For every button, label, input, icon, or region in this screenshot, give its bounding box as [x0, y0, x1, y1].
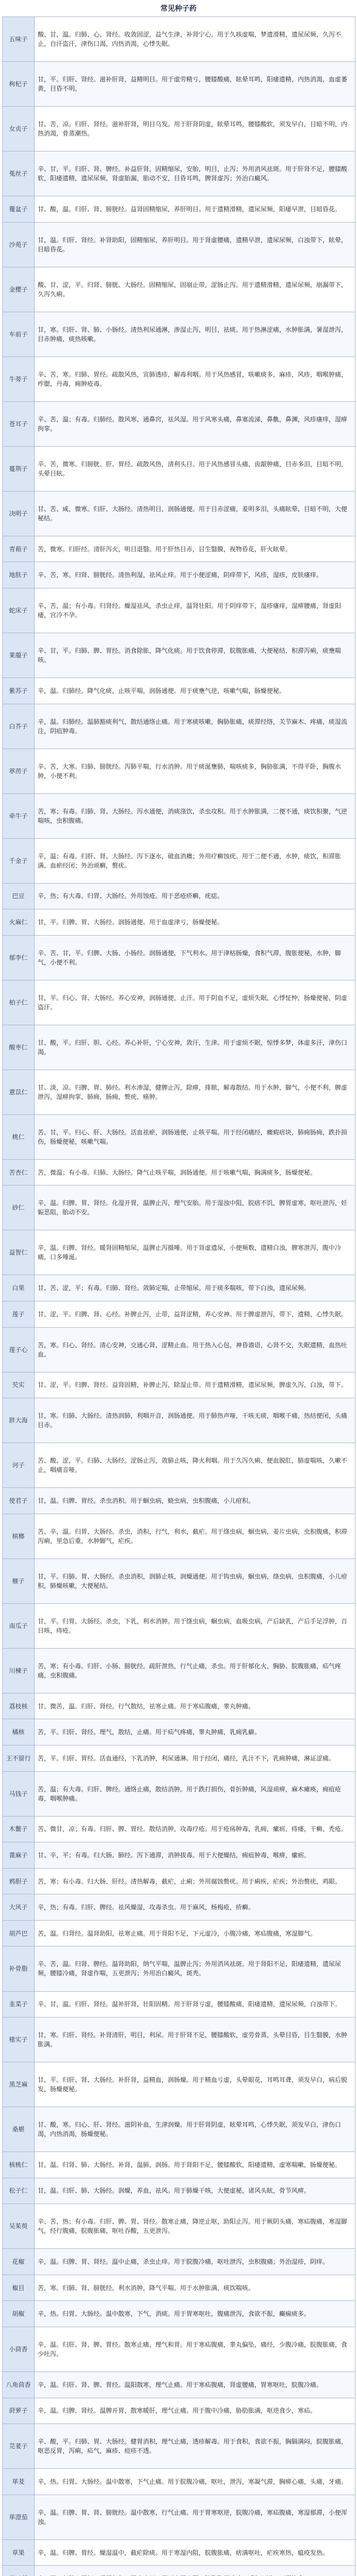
- herb-row: [3, 1327, 355, 1372]
- herb-name: 沙苑子: [3, 222, 35, 267]
- herb-description: 辛、苦，大寒。归肺、膀胱经。泻肺平喘，行水消肿。用于痰涎壅肺，喘咳痰多，胸胁胀满，不得平卧，胸腹水肿，小便不利。: [35, 749, 355, 793]
- herb-description: 甘，平。归胃、大肠经。杀虫，下乳，利水消肿。用于绦虫病，蛔虫病，血吸虫病，产后缺乳，产后手足浮肿，百日咳，痔疮。: [35, 1603, 355, 1648]
- herb-name: 诃子: [3, 1443, 35, 1488]
- herb-row: [3, 2424, 355, 2469]
- herb-name: 王不留行: [3, 1745, 35, 1772]
- herb-row: [3, 1745, 355, 1772]
- herb-row: [3, 2301, 355, 2327]
- herb-description: 甘，寒。归肝、肾经。补肾清肝，明目，利尿。用于肝肾不足，腰膝酸软，虚劳骨蒸，头晕目昏，目生翳膜，水肿胀满。: [35, 2018, 355, 2062]
- herb-description: 甘、微苦，温。归肝、肾经。行气散结，祛寒止痛。用于寒疝腹痛，睾丸肿痛。: [35, 1693, 355, 1719]
- herb-row: [3, 196, 355, 223]
- herb-name: 青葙子: [3, 536, 35, 562]
- herb-description: 甘，温。归脾、胃经。杀虫消积。用于蛔虫病，蛲虫病，虫积腹痛，小儿疳积。: [35, 1488, 355, 1514]
- herb-row: [3, 704, 355, 749]
- herb-row: [3, 1816, 355, 1842]
- herb-name: 木鳖子: [3, 1816, 35, 1842]
- herb-name: 八角茴香: [3, 2372, 35, 2398]
- herb-row: [3, 2152, 355, 2178]
- herb-description: 甘，平。归脾、胃、大肠经。润肠通便。用于血虚津亏，肠燥便秘。: [35, 909, 355, 936]
- herb-name: 火麻仁: [3, 909, 35, 936]
- herb-row: [3, 2372, 355, 2398]
- herb-row: [3, 1894, 355, 1921]
- herb-name: 牛蒡子: [3, 357, 35, 401]
- herb-description: 甘，寒。归肝、肾、肺、小肠经。清热利尿通淋，渗湿止泻，明目，祛痰。用于热淋涩痛，水肿胀满，暑湿泄泻，目赤肿痛，痰热咳嗽。: [35, 312, 355, 357]
- herb-row: [3, 1070, 355, 1114]
- herb-row: [3, 1868, 355, 1894]
- herb-description: 苦，平。归肝、肾经。理气，散结，止痛。用于疝气疼痛，睾丸肿痛，乳痈乳癖。: [35, 1719, 355, 1745]
- herb-description: 苦，寒。归肺、肾、膀胱经。利水消肿，降气平喘。用于水肿胀满，痰饮喘咳。: [35, 2275, 355, 2301]
- herb-row: [3, 2204, 355, 2249]
- herb-name: 胡椒: [3, 2301, 35, 2327]
- herb-name: 核桃仁: [3, 2152, 35, 2178]
- herb-row: [3, 1114, 355, 1159]
- herb-row: [3, 677, 355, 704]
- herb-description: 辛，温。归脾、肾经。温脾开胃，散寒暖肝，理气止痛。用于腹中冷痛，胁肋胀满，呕逆食少，寒疝。: [35, 2398, 355, 2424]
- herb-row: [3, 491, 355, 536]
- herb-row: [3, 151, 355, 196]
- herb-description: 甘，温。归肝、肾经。补肾助阳，固精缩尿，养肝明目。用于肾虚腰痛，遗精早泄，遗尿尿频，白浊带下，眩晕，目暗昏花。: [35, 222, 355, 267]
- herb-name: 酸枣仁: [3, 1025, 35, 1070]
- herb-row: [3, 2398, 355, 2424]
- herb-row: [3, 2249, 355, 2275]
- herb-description: 辛，温。归脾、胃、肾经。化湿开胃，温脾止泻，理气安胎。用于湿浊中阻，脘痞不饥，脾胃虚寒，呕吐泄泻，妊娠恶阻，胎动不安。: [35, 1185, 355, 1230]
- herb-row: [3, 2566, 355, 2576]
- herb-description: 苦，平。归肝、胃经。活血通经，下乳消肿，利尿通淋。用于经闭，痛经，乳汁不下，乳痈肿痛，淋证涩痛。: [35, 1745, 355, 1772]
- herb-name: 蔓荆子: [3, 446, 35, 491]
- herb-name: 鸦胆子: [3, 1868, 35, 1894]
- herb-row: [3, 883, 355, 909]
- herb-row: [3, 1488, 355, 1514]
- herb-description: 甘、淡，凉。归脾、胃、肺经。利水渗湿，健脾止泻，除痹，排脓，解毒散结。用于水肿，脚气，小便不利，脾虚泄泻，湿痹拘挛，肺痈，肠痈，赘疣，癌肿。: [35, 1070, 355, 1114]
- herb-row: [3, 793, 355, 838]
- herb-name: 芫荽子: [3, 2424, 35, 2469]
- herb-name: 桃仁: [3, 1114, 35, 1159]
- herb-row: [3, 1230, 355, 1275]
- herb-name: 巴豆: [3, 883, 35, 909]
- herb-name: 覆盆子: [3, 196, 35, 223]
- herb-name: 莲子: [3, 1301, 35, 1328]
- herb-name: 蓖麻子: [3, 1842, 35, 1869]
- herb-name: 马钱子: [3, 1771, 35, 1816]
- herb-row: [3, 2495, 355, 2539]
- herb-description: 辛，温。归肝、肾、脾、胃经。温阳散寒，理气止痛。用于寒疝腹痛，肾虚腰痛，胃寒呕吐，脘腹冷痛。: [35, 2372, 355, 2398]
- herb-name: 荜澄茄: [3, 2495, 35, 2539]
- herb-row: [3, 1719, 355, 1745]
- herb-row: [3, 1991, 355, 2018]
- herb-name: 益智仁: [3, 1230, 35, 1275]
- herb-name: 砂仁: [3, 1185, 35, 1230]
- herb-description: 辛，热。归胃、大肠经。温中散寒，下气止痛。用于脘腹冷痛，呕吐，泄泻，寒凝气滞，胸痹心痛，头痛，牙痛。: [35, 2469, 355, 2495]
- herb-name: 补骨脂: [3, 1946, 35, 1991]
- herb-name: 金樱子: [3, 267, 35, 312]
- herb-name: 橘核: [3, 1719, 35, 1745]
- herb-description: [35, 2566, 355, 2576]
- herb-description: 苦、酸、涩，平。归肺、大肠经。涩肠止泻，敛肺止咳，降火利咽。用于久泻久痢，便血脱肛，肺虚喘咳，久嗽不止，咽痛音哑。: [35, 1443, 355, 1488]
- herb-row: [3, 2107, 355, 2152]
- herb-description: 辛、酸，平。归肺、胃、大肠经。健胃消积，理气止痛，透疹解毒。用于食积，食欲不振，胸膈满闷，脘腹胀痛，呕恶反胃，泻痢，疝气，麻疹、痘疹不透。: [35, 2424, 355, 2469]
- herb-table: [2, 16, 355, 2576]
- herb-description: 辛、苦，寒。归肾、膀胱经。清热利湿，祛风止痒。用于小便涩痛，阴痒带下，风疹，湿疹，皮肤瘙痒。: [35, 562, 355, 588]
- herb-description: 辛、苦，热；有小毒。归肝、脾、胃、肾经。散寒止痛，降逆止呕，助阳止泻。用于厥阴头痛，寒疝腹痛，寒湿脚气，经行腹痛，脘腹胀痛，呕吐吞酸，五更泄泻。: [35, 2204, 355, 2249]
- herb-row: [3, 1443, 355, 1488]
- herb-name: 楮实子: [3, 2018, 35, 2062]
- herb-description: 酸、甘，温。归肺、心、肾经。收敛固涩，益气生津，补肾宁心。用于久咳虚喘，梦遗滑精，遗尿尿频，久泻不止，自汗盗汗，津伤口渴，内热消渴，心悸失眠。: [35, 17, 355, 62]
- herb-name: 莳萝子: [3, 2398, 35, 2424]
- herb-row: [3, 1025, 355, 1070]
- herb-name: 莱菔子: [3, 633, 35, 677]
- herb-name: 川楝子: [3, 1648, 35, 1693]
- herb-name: 女贞子: [3, 107, 35, 151]
- herb-description: 甘，温。归肾、肺、大肠经。补肾，温肺，润肠。用于肾阳不足，腰膝酸软，阳痿遗精，虚寒喘嗽，肠燥便秘。: [35, 2152, 355, 2178]
- herb-row: [3, 1946, 355, 1991]
- herb-description: 辛、苦，寒。归肺、胃经。疏散风热，宣肺透疹，解毒利咽。用于风热感冒，咳嗽痰多，麻疹，风疹，咽喉肿痛，痄腮，丹毒，痈肿疮毒。: [35, 357, 355, 401]
- herb-description: 甘、酸，寒。归心、肝、肾经。滋阴补血，生津润燥。用于肝肾阴虚，眩晕耳鸣，心悸失眠，须发早白，津伤口渴，内热消渴，肠燥便秘。: [35, 2107, 355, 2152]
- herb-description: 甘，平。归肝、肾、大肠经。补肝肾，益精血，润肠燥。用于精血亏虚，头晕眼花，耳鸣耳聋，须发早白，病后脱发，肠燥便秘。: [35, 2062, 355, 2107]
- herb-row: [3, 909, 355, 936]
- herb-name: 花椒: [3, 2249, 35, 2275]
- herb-description: 甘，寒。归肺、大肠经。清热润肺，利咽开音，润肠通便。用于肺热声哑，干咳无痰，咽喉干痛，热结便闭，头痛目赤。: [35, 1398, 355, 1443]
- herb-description: 苦、辛，温。归胃、大肠经。杀虫，消积，行气，利水，截疟。用于绦虫病，蛔虫病，姜片虫病，虫积腹痛，积滞泻痢，里急后重，水肿脚气，疟疾。: [35, 1514, 355, 1558]
- herb-row: [3, 1301, 355, 1328]
- herb-description: 甘、涩，平。归脾、肾经。益肾固精，补脾止泻，除湿止带。用于遗精滑精，遗尿尿频，脾虚久泻，白浊，带下。: [35, 1372, 355, 1398]
- herb-name: 地肤子: [3, 562, 35, 588]
- herb-name: 桑椹: [3, 2107, 35, 2152]
- herb-description: 辛，热；有大毒。归胃、大肠经。外用蚀疮。用于恶疮疥癣，疣痣。: [35, 883, 355, 909]
- herb-row: [3, 1159, 355, 1185]
- herb-description: 苦、微甘，凉；有毒。归肝、脾、胃经。散结消肿，攻毒疗疮。用于疮疡肿毒，乳痈，瘰疬，痔瘘，干癣，秃疮。: [35, 1816, 355, 1842]
- herb-row: [3, 536, 355, 562]
- herb-description: 甘、苦、涩，平；有毒。归肺、肾经。敛肺定喘，止带缩尿。用于痰多喘咳，带下白浊，遗尿尿频。: [35, 1275, 355, 1301]
- herb-description: 苦，微寒。归肝经。清肝泻火，明目退翳。用于肝热目赤，目生翳膜，视物昏花，肝火眩晕。: [35, 536, 355, 562]
- herb-row: [3, 1514, 355, 1558]
- herb-description: 辛，热；有毒。归肝、脾经。祛风燥湿，攻毒杀虫。用于麻风，杨梅疮，疥癣。: [35, 1894, 355, 1921]
- herb-row: [3, 17, 355, 62]
- herb-description: 甘、涩，平。归脾、肾、心经。补脾止泻，止带，益肾涩精，养心安神。用于脾虚泄泻，带下，遗精，心悸失眠。: [35, 1301, 355, 1328]
- herb-description: 辛，温。归肝、肾、脾、胃经。散寒止痛，理气和胃。用于寒疝腹痛，睾丸偏坠，痛经，少腹冷痛，脘腹胀痛，食少吐泻。: [35, 2327, 355, 2372]
- herb-name: 葶苈子: [3, 749, 35, 793]
- herb-description: 苦，温。归肾经。温肾助阳，祛寒止痛。用于肾阳不足，下元虚冷，小腹冷痛，寒疝腹痛，寒湿脚气。: [35, 1920, 355, 1946]
- herb-name: 使君子: [3, 1488, 35, 1514]
- herb-name: 槟榔: [3, 1514, 35, 1558]
- herb-name: 南瓜子: [3, 1603, 35, 1648]
- herb-description: 辛，温。归脾、胃经。燥湿温中，截疟除痰。用于寒湿内阻，脘腹胀痛，痞满呕吐，疟疾寒热，瘟疫发热。: [35, 2539, 355, 2566]
- herb-row: [3, 980, 355, 1025]
- herb-row: [3, 1558, 355, 1603]
- herb-row: [3, 2469, 355, 2495]
- herb-description: 甘、酸，温。归肝、肾、膀胱经。益肾固精缩尿，养肝明目。用于遗精滑精，遗尿尿频，阳痿早泄，目暗昏花。: [35, 196, 355, 223]
- herb-name: 荔枝核: [3, 1693, 35, 1719]
- herb-row: [3, 312, 355, 357]
- herb-row: [3, 1648, 355, 1693]
- herb-description: 辛、甘，平。归肝、肾、脾经。补益肝肾，固精缩尿，安胎，明目，止泻；外用消风祛斑。用于肝肾不足，腰膝酸软，阳痿遗精，遗尿尿频，肾虚胎漏，胎动不安，目昏耳鸣，脾肾虚泻；外治白癜风。: [35, 151, 355, 196]
- herb-name: 车前子: [3, 312, 35, 357]
- herb-name: [3, 2566, 35, 2576]
- herb-row: [3, 749, 355, 793]
- herb-name: 决明子: [3, 491, 35, 536]
- herb-row: [3, 1920, 355, 1946]
- herb-description: 辛，温。归肺经。降气化痰，止咳平喘，润肠通便。用于痰壅气逆，咳嗽气喘，肠燥便秘。: [35, 677, 355, 704]
- herb-name: 荜茇: [3, 2469, 35, 2495]
- herb-description: 辛，温。归脾、胃、肾、膀胱经。温中散寒，行气止痛。用于胃寒呕逆，脘腹冷痛，寒疝腹痛，寒湿郁滞，小便浑浊。: [35, 2495, 355, 2539]
- herb-name: 椒目: [3, 2275, 35, 2301]
- herb-row: [3, 446, 355, 491]
- herb-name: 胖大海: [3, 1398, 35, 1443]
- herb-description: 苦，寒。归心、肾经。清心安神，交通心肾，涩精止血。用于热入心包，神昏谵语，心肾不交，失眠遗精，血热吐血。: [35, 1327, 355, 1372]
- herb-description: 辛、苦，温。归肾、脾经。温肾助阳，纳气平喘，温脾止泻；外用消风祛斑。用于肾阳不足，阳痿遗精，遗尿尿频，腰膝冷痛，肾虚作喘，五更泄泻；外用治白癜风，斑秃。: [35, 1946, 355, 1991]
- herb-description: 甘，平。归心、肾、大肠经。养心安神，润肠通便，止汗。用于阴血不足，虚烦失眠，心悸怔忡，肠燥便秘，阴虚盗汗。: [35, 980, 355, 1025]
- herb-row: [3, 357, 355, 401]
- herb-name: 草果: [3, 2539, 35, 2566]
- herb-description: 苦、甘，平。归心、肝、大肠经。活血祛瘀，润肠通便，止咳平喘。用于经闭痛经，癥瘕痞块，肺痈肠痈，跌扑损伤，肠燥便秘，咳嗽气喘。: [35, 1114, 355, 1159]
- herb-description: 辛，热。归胃、大肠经。温中散寒，下气，消痰。用于胃寒呕吐，腹痛泄泻，食欲不振，癫痫痰多。: [35, 2301, 355, 2327]
- herb-name: 苦杏仁: [3, 1159, 35, 1185]
- herb-description: 苦，寒；有小毒。归肝、小肠、膀胱经。疏肝泄热，行气止痛，杀虫。用于肝郁化火，胸胁、脘腹胀痛，疝气疼痛，虫积腹痛。: [35, 1648, 355, 1693]
- herb-name: 白芥子: [3, 704, 35, 749]
- herb-description: 甘，温。归肝、肺、大肠经。润燥，养血，祛风。用于肺燥干咳，大便虚秘，诸风头眩，骨节风痹。: [35, 2178, 355, 2204]
- herb-row: [3, 1603, 355, 1648]
- herb-row: [3, 2018, 355, 2062]
- herb-description: 辛，温。归脾、胃、肾经。温中止痛，杀虫止痒。用于脘腹冷痛，呕吐泄泻，虫积腹痛；外治湿疹，阴痒。: [35, 2249, 355, 2275]
- herb-row: [3, 1372, 355, 1398]
- herb-name: 黑芝麻: [3, 2062, 35, 2107]
- herb-row: [3, 935, 355, 980]
- herb-row: [3, 588, 355, 633]
- herb-name: 苍耳子: [3, 401, 35, 446]
- herb-row: [3, 62, 355, 107]
- herb-row: [3, 1771, 355, 1816]
- herb-description: 苦，寒；有毒。归肺、肾、大肠经。泻水通便，消痰涤饮，杀虫攻积。用于水肿胀满，二便不通，痰饮积聚，气逆喘咳，虫积腹痛。: [35, 793, 355, 838]
- herb-row: [3, 562, 355, 588]
- page-title: 常见种子药: [160, 5, 197, 13]
- herb-description: 辛，温；有毒。归肝、肾、大肠经。泻下逐水，破血消癥；外用疗癣蚀疣。用于二便不通，水肿，痰饮，积滞胀满，血瘀经闭；外治顽癣，赘疣。: [35, 838, 355, 883]
- herb-description: 苦，温；有大毒。归肝、脾经。通络止痛，散结消肿。用于跌打损伤，骨折肿痛，风湿顽痹，麻木瘫痪，痈疽疮毒，咽喉肿痛。: [35, 1771, 355, 1816]
- herb-row: [3, 1275, 355, 1301]
- herb-description: 甘，平。归肝、肾经。滋补肝肾，益精明目。用于虚劳精亏，腰膝酸痛，眩晕耳鸣，阳痿遗精，内热消渴，血虚萎黄，目昏不明。: [35, 62, 355, 107]
- herb-name: 松子仁: [3, 2178, 35, 2204]
- herb-name: 吴茱萸: [3, 2204, 35, 2249]
- herb-name: 枸杞子: [3, 62, 35, 107]
- herb-row: [3, 2178, 355, 2204]
- herb-description: 苦，微温；有小毒。归肺、大肠经。降气止咳平喘，润肠通便。用于咳嗽气喘，胸满痰多，肠燥便秘。: [35, 1159, 355, 1185]
- herb-name: 柏子仁: [3, 980, 35, 1025]
- herb-description: 甘、酸，平。归肝、胆、心经。养心补肝，宁心安神，敛汗，生津。用于虚烦不眠，惊悸多梦，体虚多汗，津伤口渴。: [35, 1025, 355, 1070]
- herb-description: 甘、苦，凉。归肝、肾经。滋补肝肾，明目乌发。用于肝肾阴虚，眩晕耳鸣，腰膝酸软，须发早白，目暗不明，内热消渴，骨蒸潮热。: [35, 107, 355, 151]
- herb-name: 郁李仁: [3, 935, 35, 980]
- herb-row: [3, 267, 355, 312]
- herb-description: 甘、辛，平；有毒。归大肠、肺经。泻下通滞，消肿拔毒。用于大便燥结，痈疽肿毒，喉痹，瘰疬。: [35, 1842, 355, 1869]
- herb-row: [3, 222, 355, 267]
- herb-description: 酸、甘、涩，平。归肾、膀胱、大肠经。固精缩尿，固崩止带，涩肠止泻。用于遗精滑精，遗尿尿频，崩漏带下，久泻久痢。: [35, 267, 355, 312]
- herb-name: 紫苏子: [3, 677, 35, 704]
- herb-row: [3, 401, 355, 446]
- herb-table-body: [3, 17, 355, 2576]
- herb-name: 胡芦巴: [3, 1920, 35, 1946]
- herb-row: [3, 633, 355, 677]
- herb-name: 五味子: [3, 17, 35, 62]
- herb-row: [3, 1842, 355, 1869]
- herb-name: 蛇床子: [3, 588, 35, 633]
- herb-name: 千金子: [3, 838, 35, 883]
- herb-name: 薏苡仁: [3, 1070, 35, 1114]
- herb-name: 小茴香: [3, 2327, 35, 2372]
- herb-row: [3, 838, 355, 883]
- herb-description: 辛、苦，温；有毒。归肺经。散风寒，通鼻窍，祛风湿。用于风寒头痛，鼻塞流涕，鼻鼽，鼻渊，风疹瘙痒，湿痹拘挛。: [35, 401, 355, 446]
- herb-description: 辛、甘，平。归肺、脾、胃经。消食除胀，降气化痰。用于饮食停滞，脘腹胀痛，大便秘结，积滞泻痢，痰壅喘咳。: [35, 633, 355, 677]
- herb-row: [3, 107, 355, 151]
- herb-description: 辛、苦、甘，平。归脾、大肠、小肠经。润肠通便，下气利水。用于津枯肠燥，食积气滞，腹胀便秘，水肿，脚气，小便不利。: [35, 935, 355, 980]
- herb-name: 芡实: [3, 1372, 35, 1398]
- herb-name: 莲子心: [3, 1327, 35, 1372]
- herb-row: [3, 2275, 355, 2301]
- herb-row: [3, 2539, 355, 2566]
- herb-name: 韭菜子: [3, 1991, 35, 2018]
- herb-row: [3, 2327, 355, 2372]
- herb-description: 苦，寒；有小毒。归大肠、肝经。清热解毒，截疟，止痢；外用腐蚀赘疣。用于痢疾，疟疾；外治赘疣，鸡眼。: [35, 1868, 355, 1894]
- herb-name: 白果: [3, 1275, 35, 1301]
- herb-row: [3, 1693, 355, 1719]
- herb-name: 菟丝子: [3, 151, 35, 196]
- herb-name: 牵牛子: [3, 793, 35, 838]
- herb-description: 辛、苦，微寒。归膀胱、肝、胃经。疏散风热，清利头目。用于风热感冒头痛，齿龈肿痛，目赤多泪，目暗不明，头晕目眩。: [35, 446, 355, 491]
- herb-name: 榧子: [3, 1558, 35, 1603]
- herb-description: 辛、苦，温；有小毒。归肾经。燥湿祛风，杀虫止痒，温肾壮阳。用于阴痒带下，湿疹瘙痒，湿痹腰痛，肾虚阳痿，宫冷不孕。: [35, 588, 355, 633]
- herb-row: [3, 1398, 355, 1443]
- herb-row: [3, 2062, 355, 2107]
- herb-description: 辛，温。归肺经。温肺豁痰利气，散结通络止痛。用于寒痰咳嗽，胸胁胀痛，痰滞经络，关节麻木、疼痛，痰湿流注，阴疽肿毒。: [35, 704, 355, 749]
- herb-name: 大风子: [3, 1894, 35, 1921]
- herb-description: 辛、甘，温。归肝、肾经。温补肝肾，壮阳固精。用于肝肾亏虚，腰膝酸痛，阳痿遗精，遗尿尿频，白浊带下。: [35, 1991, 355, 2018]
- herb-description: 甘、苦、咸，微寒。归肝、大肠经。清热明目，润肠通便。用于目赤涩痛，羞明多泪，头痛眩晕，目暗不明，大便秘结。: [35, 491, 355, 536]
- herb-description: 辛，温。归脾、肾经。暖肾固精缩尿，温脾止泻摄唾。用于肾虚遗尿，小便频数，遗精白浊，脾寒泄泻，腹中冷痛，口多唾涎。: [35, 1230, 355, 1275]
- herb-description: 甘，平。归肺、胃、大肠经。杀虫消积，润肺止咳，润燥通便。用于钩虫病，蛔虫病，绦虫病，虫积腹痛，小儿疳积，肺燥咳嗽，大便秘结。: [35, 1558, 355, 1603]
- herb-row: [3, 1185, 355, 1230]
